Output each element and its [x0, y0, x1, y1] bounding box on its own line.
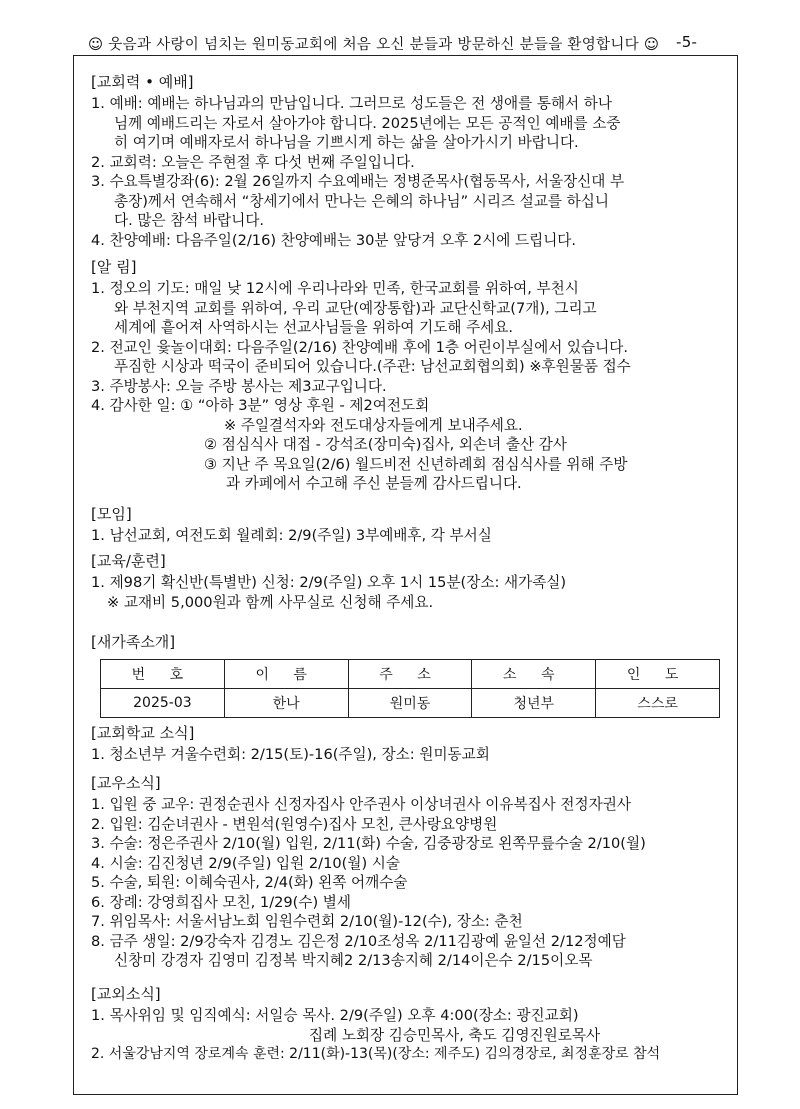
table-cell: 원미동: [348, 689, 472, 718]
table-row: [101, 689, 720, 718]
text-line: 신창미 강경자 김영미 김정복 박지혜2 2/13송지혜 2/14이은수 2/15이오목: [114, 952, 593, 969]
text-line: 8. 금주 생일: 2/9강숙자 김경노 김은정 2/10조성옥 2/11김광예 윤일선 2/12정예담: [91, 932, 626, 950]
text-line: ※ 교재비 5,000원과 함께 사무실로 신청해 주세요.: [107, 593, 434, 611]
text-line: 3. 주방봉사: 오늘 주방 봉사는 제3교구입니다.: [91, 377, 387, 395]
table-cell: 청년부: [472, 689, 596, 718]
section-meeting: [91, 505, 492, 546]
text-line: 1. 남선교회, 여전도회 월례회: 2/9(주일) 3부예배후, 각 부서실: [91, 527, 492, 544]
text-line: 집례 노회장 김승민목사, 축도 김영진원로목사: [309, 1026, 601, 1044]
column-header: 번 호: [101, 660, 225, 689]
section-education: [91, 552, 566, 612]
welcome-banner: ☺ 웃음과 사랑이 넘치는 원미동교회에 처음 오신 분들과 방문하신 분들을 환영합니다 ☺: [88, 37, 660, 53]
section-notices: [91, 258, 631, 494]
text-line: 1. 목사위임 및 임직예식: 서일승 목사. 2/9(주일) 오후 4:00(장소: 광진교회): [91, 1007, 579, 1024]
text-line: 와 부천지역 교회를 위하여, 우리 교단(예장통합)과 교단신학교(7개), 그리고: [114, 299, 597, 317]
page-number: -5-: [676, 33, 698, 51]
new-family-table: [100, 659, 720, 718]
table-cell: 2025-03: [101, 689, 225, 718]
section-new-family: [91, 633, 175, 654]
section-outside-news: [91, 985, 660, 1065]
table-cell: 한나: [224, 689, 348, 718]
section-heading: [새가족소개]: [91, 633, 176, 651]
section-heading: [교회학교 소식]: [91, 724, 195, 742]
text-line: 다. 많은 참석 바랍니다.: [114, 212, 265, 229]
section-heading: [알 림]: [91, 258, 137, 276]
text-line: 1. 청소년부 겨울수련회: 2/15(토)-16(주일), 장소: 원미동교회: [91, 746, 490, 763]
text-line: 4. 찬양예배: 다음주일(2/16) 찬양예배는 30분 앞당겨 오후 2시에 드립니다.: [91, 231, 577, 249]
text-line: 3. 수요특별강좌(6): 2월 26일까지 수요예배는 정병준목사(협동목사, 서울장신대 부: [91, 173, 625, 190]
text-line: 7. 위임목사: 서울서남노회 임원수련회 2/10(월)-12(수), 장소: 춘천: [91, 913, 523, 930]
section-church-school: [91, 724, 490, 765]
section-worship: [91, 73, 624, 250]
text-line: ※ 주일결석자와 전도대상자들에게 보내주세요.: [224, 416, 523, 434]
text-line: 4. 감사한 일: ① “아하 3분” 영상 후원 - 제2여전도회: [91, 397, 430, 414]
section-member-news: [91, 774, 646, 971]
text-line: 세계에 흩어져 사역하시는 선교사님들을 위하여 기도해 주세요.: [114, 319, 514, 336]
section-heading: [교외소식]: [91, 985, 161, 1003]
text-line: 3. 수술: 정은주권사 2/10(월) 입원, 2/11(화) 수술, 김중광장로 왼쪽무릎수술 2/10(월): [91, 835, 646, 852]
text-line: ③ 지난 주 목요일(2/6) 월드비전 신년하례회 점심식사를 위해 주방: [204, 455, 628, 473]
text-line: 님께 예배드리는 자로서 살아가야 합니다. 2025년에는 모든 공적인 예배를 소중: [114, 114, 621, 132]
section-heading: [교회력 • 예배]: [91, 73, 194, 91]
text-line: ② 점심식사 대접 - 강석조(장미숙)집사, 외손녀 출산 감사: [204, 436, 567, 453]
table-header-row: [101, 660, 720, 689]
column-header: 소 속: [472, 660, 596, 689]
text-line: 2. 전교인 윷놀이대회: 다음주일(2/16) 찬양예배 후에 1층 어린이부실에서 있습니다.: [91, 338, 628, 356]
column-header: 이 름: [224, 660, 348, 689]
text-line: 1. 정오의 기도: 매일 낮 12시에 우리나라와 민족, 한국교회를 위하여, 부천시: [91, 280, 579, 297]
text-line: 히 여기며 예배자로서 하나님을 기쁘시게 하는 삶을 살아가시기 바랍니다.: [114, 134, 579, 151]
text-line: 5. 수술, 퇴원: 이혜숙권사, 2/4(화) 왼쪽 어깨수술: [91, 874, 408, 891]
text-line: 1. 예배: 예배는 하나님과의 만남입니다. 그러므로 성도들은 전 생애를 통해서 하나: [91, 95, 612, 112]
text-line: 2. 교회력: 오늘은 주현절 후 다섯 번째 주일입니다.: [91, 153, 415, 171]
column-header: 주 소: [348, 660, 472, 689]
text-line: 6. 장례: 강영희집사 모친, 1/29(수) 별세: [91, 893, 352, 911]
text-line: 총장)께서 연속해서 “창세기에서 만나는 은혜의 하나님” 시리즈 설교를 하십니: [114, 192, 609, 210]
text-line: 2. 입원: 김순녀권사 - 변원석(원영수)집사 모친, 큰사랑요양병원: [91, 815, 498, 833]
section-heading: [모임]: [91, 505, 132, 523]
text-line: 푸짐한 시상과 떡국이 준비되어 있습니다.(주관: 남선교회협의회) ※후원물품 접수: [114, 358, 631, 375]
text-line: 1. 제98기 확신반(특별반) 신청: 2/9(주일) 오후 1시 15분(장소: 새가족실): [91, 574, 567, 591]
text-line: 2. 서울강남지역 장로계속 훈련: 2/11(화)-13(목)(장소: 제주도) 김의경장로, 최정훈장로 참석: [91, 1046, 661, 1062]
page-header: [0, 30, 800, 56]
section-heading: [교우소식]: [91, 774, 161, 792]
section-heading: [교육/훈련]: [91, 552, 166, 570]
text-line: 4. 시술: 김진청년 2/9(주일) 입원 2/10(월) 시술: [91, 854, 400, 872]
text-line: 1. 입원 중 교우: 권정순권사 신정자집사 안주권사 이상녀권사 이유복집사 전정자권사: [91, 796, 631, 813]
table-cell: 스스로: [596, 689, 720, 718]
column-header: 인 도: [596, 660, 720, 689]
text-line: 과 카페에서 수고해 주신 분들께 감사드립니다.: [226, 475, 522, 492]
